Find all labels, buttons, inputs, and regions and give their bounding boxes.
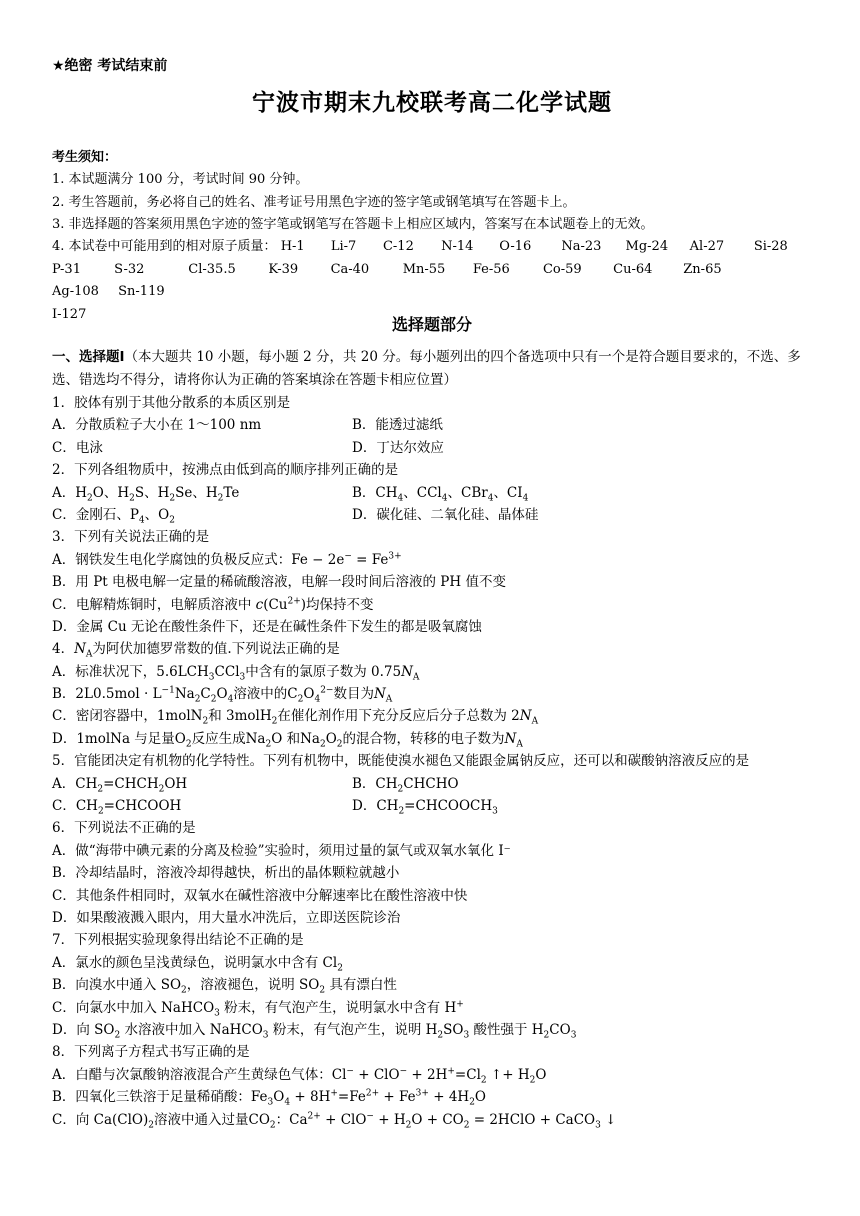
q2-option-a: A．$H_2O$、$H_2S$、$H_2Se$、$H_2Te$	[52, 484, 240, 504]
mass-cl: Cl-35.5	[188, 261, 236, 277]
q4-option-b: B．$2L0.5mol \cdot L^{-1}Na_2C_2O_4$溶液中的$C_2O_4^{2-}$数目为$N_A$	[52, 685, 393, 705]
part1-label: 一、选择题Ⅰ	[52, 349, 125, 365]
part1-heading	[52, 346, 812, 391]
q3-option-b: B．用 Pt 电极电解一定量的稀硫酸溶液，电解一段时间后溶液的 PH 值不变	[52, 574, 506, 591]
mass-fe: Fe-56	[472, 261, 510, 277]
q4-option-a: A．标准状况下，$5.6LCH_3CCl_3$中含有的氯原子数为 $0.75N_A$	[52, 663, 420, 683]
mass-c: C-12	[382, 239, 414, 254]
mass-n: N-14	[441, 239, 474, 254]
mass-li: Li-7	[330, 239, 357, 254]
q3-stem: 3．下列有关说法正确的是	[52, 529, 210, 546]
q6-stem: 6．下列说法不正确的是	[52, 820, 196, 837]
questions	[52, 392, 812, 1131]
mass-zn: Zn-65	[683, 261, 722, 277]
notice-heading: 考生须知：	[52, 150, 118, 165]
mass-si: Si-28	[753, 239, 788, 254]
part1-desc: （本大题共 10 小题，每小题 2 分，共 20 分。每小题列出的四个备选项中只有一个是符合题目要求的，不选、多选、错选均不得分，请将你认为正确的答案填涂在答题卡相应位置）	[52, 349, 801, 388]
q5-option-a: A．$CH_2=CHCH_2OH$	[52, 775, 188, 795]
q7-option-b: B．向溴水中通入 $SO_2$，溶液褪色，说明 $SO_2$ 具有漂白性	[52, 977, 397, 996]
mass-al: Al-27	[689, 239, 725, 254]
notice-item-1: 1. 本试题满分 100 分，考试时间 90 分钟。	[52, 172, 309, 187]
q7-option-c: C．向氯水中加入 NaHCO$_3$ 粉末，有气泡产生，说明氯水中含有 H+	[52, 999, 464, 1019]
section-title: 选择题部分	[391, 315, 472, 334]
q2-options-ab	[52, 482, 812, 504]
q8-option-a: A．白醋与次氯酸钠溶液混合产生黄绿色气体：$Cl^- + ClO^- + 2H^+=Cl_2$ ↑+ $H_2O$	[52, 1066, 547, 1086]
q4-stem: 4．$N_A$为阿伏加德罗常数的值.下列说法正确的是	[52, 641, 340, 660]
q7-option-d: D．向 $SO_2$ 水溶液中加入 NaHCO$_3$ 粉末，有气泡产生，说明 $H_2SO_3$ 酸性强于 $H_2CO_3$	[52, 1021, 577, 1041]
q5-option-b: B．$CH_2CHCHO$	[352, 775, 459, 795]
q1-option-b: B．能透过滤纸	[352, 417, 443, 434]
q5-option-d: D．$CH_2=CHCOOCH_3$	[352, 798, 498, 817]
mass-h: H-1	[280, 239, 305, 254]
notice-item-3: 3. 非选择题的答案须用黑色字迹的签字笔或钢笔写在答题卡上相应区域内，答案写在本试题卷上的无效。	[52, 217, 654, 232]
q6-option-a: A．做“海带中碘元素的分离及检验”实验时，须用过量的氯气或双氧水氧化 I⁻	[52, 842, 511, 859]
q6-option-c: C．其他条件相同时，双氧水在碱性溶液中分解速率比在酸性溶液中快	[52, 887, 468, 904]
q5-options-cd	[52, 795, 812, 817]
q1-options-cd	[52, 437, 812, 459]
notice-item-2: 2. 考生答题前，务必将自己的姓名、准考证号用黑色字迹的签字笔或钢笔填写在答题卡上。	[52, 195, 576, 210]
q4-stem-text: 为阿伏加德罗常数的值.下列说法正确的是	[92, 641, 340, 658]
q2-option-b: B．$CH_4$、CCl$_4$、CBr$_4$、$CI_4$	[352, 484, 529, 504]
q8-stem: 8．下列离子方程式书写正确的是	[52, 1044, 250, 1061]
q1-option-c: C．电泳	[52, 439, 103, 456]
q1-options-ab	[52, 414, 812, 436]
mass-o: O-16	[499, 239, 532, 254]
q1-option-a: A．分散质粒子大小在 1～100 nm	[52, 417, 262, 434]
mass-ca: Ca-40	[330, 261, 370, 277]
q6-option-b: B．冷却结晶时，溶液冷却得越快，析出的晶体颗粒就越小	[52, 865, 400, 882]
q5-options-ab	[52, 773, 812, 795]
mass-s: S-32	[114, 261, 145, 277]
q4-option-c: C．密闭容器中，1molN$_2$和 3molH$_2$在催化剂作用下充分反应后分子总数为 $2N_A$	[52, 708, 539, 728]
q3-option-a: A．钢铁发生电化学腐蚀的负极反应式：$Fe - 2e^- = Fe^{3+}$	[52, 551, 402, 568]
mass-mn: Mn-55	[402, 261, 446, 277]
mass-mg: Mg-24	[625, 239, 669, 254]
mass-i: I-127	[52, 306, 87, 322]
masses-intro: 4. 本试卷中可能用到的相对原子质量：	[52, 239, 277, 254]
q1-stem: 1．胶体有别于其他分散系的本质区别是	[52, 395, 291, 411]
q3-option-c: C．电解精炼铜时，电解质溶液中 $c(Cu^{2+})$均保持不变	[52, 596, 374, 613]
q1-option-d: D．丁达尔效应	[352, 439, 444, 456]
mass-sn: Sn-119	[118, 284, 165, 299]
q2-options-cd	[52, 504, 812, 526]
q5-stem: 5．官能团决定有机物的化学特性。下列有机物中，既能使溴水褪色又能跟金属钠反应，还可以和碳酸钠溶液反应的是	[52, 753, 750, 770]
q2-stem: 2．下列各组物质中，按沸点由低到高的顺序排列正确的是	[52, 462, 399, 479]
mass-cu: Cu-64	[613, 261, 653, 277]
q5-option-c: C．$CH_2=CHCOOH$	[52, 798, 182, 817]
q2-option-d: D．碳化硅、二氧化硅、晶体硅	[352, 506, 539, 523]
q7-stem: 7．下列根据实验现象得出结论不正确的是	[52, 932, 304, 949]
q7-option-a: A．氯水的颜色呈浅黄绿色，说明氯水中含有 $Cl_2$	[52, 954, 343, 974]
confidential-label: ★绝密 考试结束前	[52, 58, 168, 74]
q4-option-d: D．1molNa 与足量$O_2$反应生成$Na_2O$ 和$Na_2O_2$的混合物，转移的电子数为$N_A$	[52, 730, 523, 750]
q8-option-c: C．向 $Ca(ClO)_2$溶液中通入过量$CO_2$：$Ca^{2+} + ClO^- + H_2O + CO_2$ = 2HClO + CaCO$_3$ ↓	[52, 1111, 617, 1131]
q3-option-d: D．金属 Cu 无论在酸性条件下，还是在碱性条件下发生的都是吸氧腐蚀	[52, 618, 482, 635]
q2-option-c: C．金刚石、$P_4$、$O_2$	[52, 506, 175, 526]
mass-na: Na-23	[561, 239, 602, 254]
q8-option-b: B．四氧化三铁溶于足量稀硝酸：$Fe_3O_4 + 8H^+=Fe^{2+} + Fe^{3+} + 4H_2O$	[52, 1088, 486, 1108]
q6-option-d: D．如果酸液溅入眼内，用大量水冲洗后，立即送医院诊治	[52, 910, 401, 926]
mass-co: Co-59	[542, 261, 582, 277]
mass-p: P-31	[52, 261, 81, 277]
mass-k: K-39	[268, 261, 299, 277]
mass-ag: Ag-108	[52, 284, 99, 299]
exam-title: 宁波市期末九校联考高二化学试题	[252, 90, 612, 116]
